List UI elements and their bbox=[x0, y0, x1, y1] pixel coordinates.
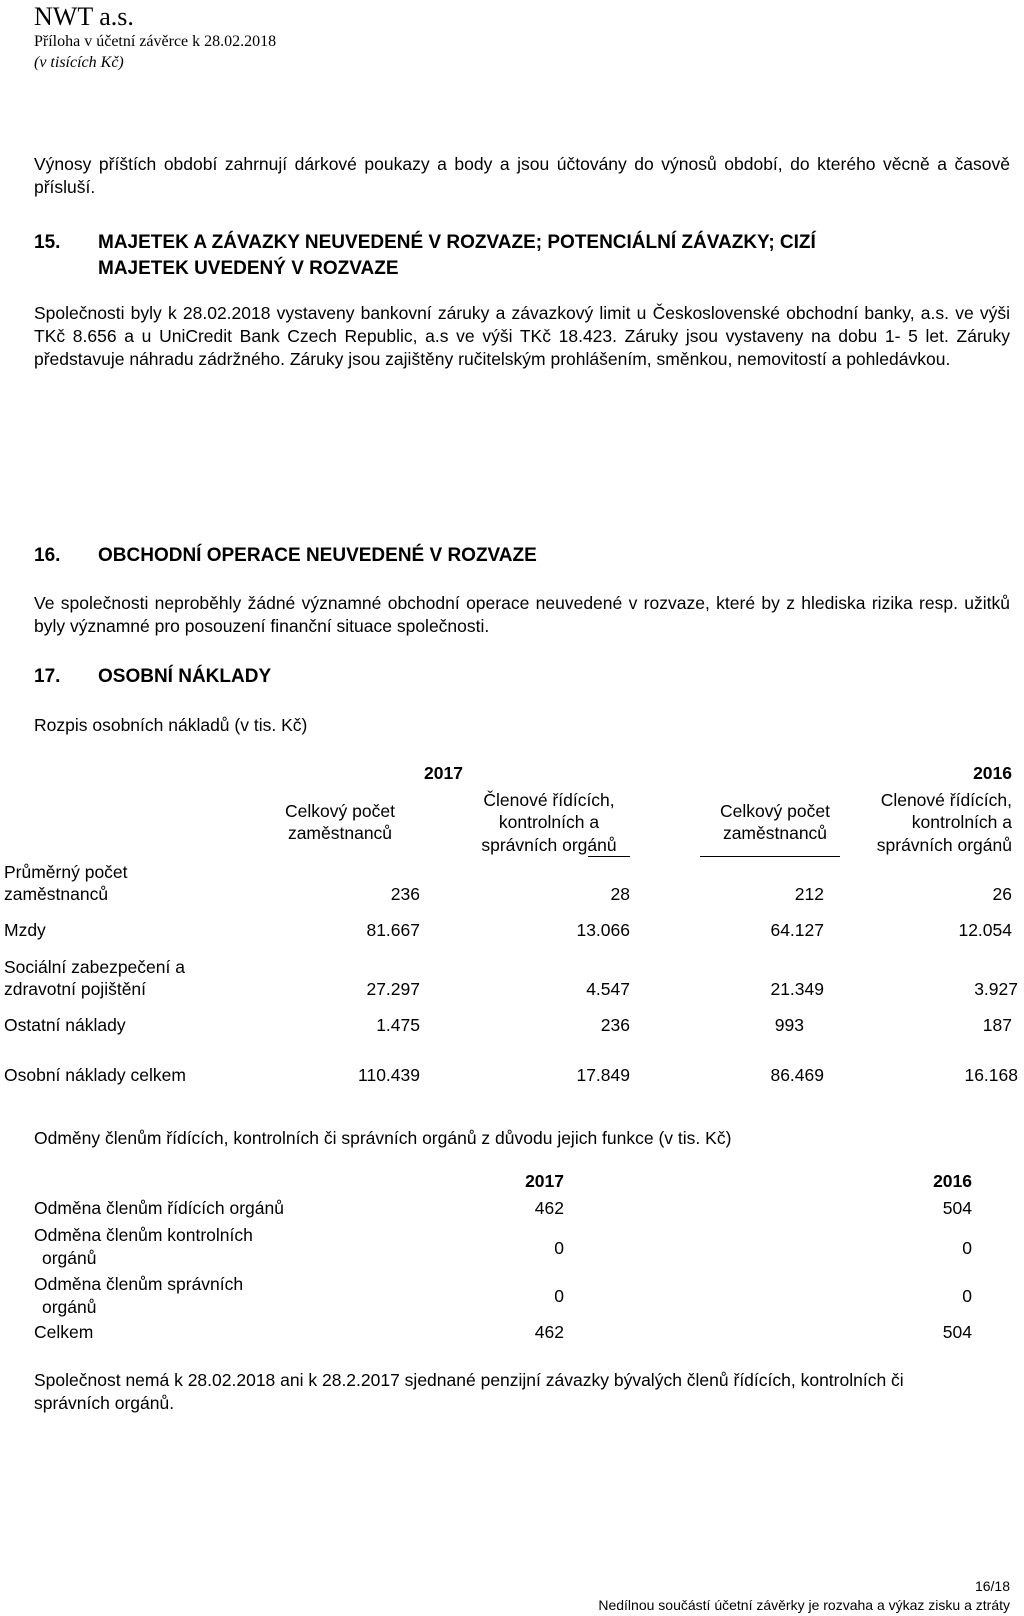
section-15-title-line1: MAJETEK A ZÁVAZKY NEUVEDENÉ V ROZVAZE; POTENCIÁLNÍ ZÁVAZKY; CIZÍ bbox=[98, 232, 816, 253]
section-15-text: Společnosti byly k 28.02.2018 vystaveny bankovní záruky a závazkový limit u Československé obchodní banky, a.s. ve výši TKč 8.656 a u UniCredit Bank Czech Republic, a.s ve výši TKč 18.423. Záruky jsou vystaveny na dobu 1- 5 let. Záruky představuje náhradu zádržného. Záruky jsou zajištěny ručitelským prohlášením, směnkou, nemovitostí a pohledávkou. bbox=[34, 303, 1010, 369]
rewards-year-2017: 2017 bbox=[525, 1171, 564, 1191]
cell-value: 504 bbox=[942, 1322, 972, 1342]
company-name: NWT a.s. bbox=[34, 2, 134, 31]
year-2016-header: 2016 bbox=[973, 763, 1012, 783]
cell-value: 0 bbox=[554, 1238, 564, 1258]
cell-value: 3.927 bbox=[974, 979, 1018, 999]
intro-paragraph: Výnosy příštích období zahrnují dárkové poukazy a body a jsou účtovány do výnosů období, do kterého věcně a časově přísluší. bbox=[34, 154, 1010, 197]
row-label: Odměna členům správních bbox=[34, 1274, 244, 1294]
cell-value: 26 bbox=[992, 884, 1012, 904]
col-header: Celkový počet bbox=[285, 801, 395, 821]
row-label: Celkem bbox=[34, 1322, 94, 1342]
cell-value: 212 bbox=[794, 884, 824, 904]
cell-value: 12.054 bbox=[958, 920, 1012, 940]
header-rule bbox=[588, 856, 630, 857]
col-header: správních orgánů bbox=[876, 835, 1012, 855]
col-header: zaměstnanců bbox=[722, 823, 828, 843]
col-header: Členové řídících, bbox=[483, 790, 615, 810]
document-subtitle: Příloha v účetní závěrce k 28.02.2018 bbox=[34, 33, 277, 50]
cell-value: 504 bbox=[942, 1198, 972, 1218]
col-header: Clenové řídících, bbox=[880, 790, 1012, 810]
cell-value: 0 bbox=[962, 1238, 972, 1258]
section-15-heading bbox=[34, 230, 1014, 284]
cell-value: 236 bbox=[600, 1015, 630, 1035]
col-header: správních orgánů bbox=[481, 835, 617, 855]
footer-note: Nedílnou součástí účetní závěrky je rozvaha a výkaz zisku a ztráty bbox=[598, 1597, 1010, 1613]
cell-value: 110.439 bbox=[358, 1065, 420, 1085]
cell-value: 64.127 bbox=[770, 920, 824, 940]
section-17-number: 17. bbox=[34, 666, 61, 687]
section-16-title: OBCHODNÍ OPERACE NEUVEDENÉ V ROZVAZE bbox=[98, 545, 537, 566]
cell-value: 462 bbox=[534, 1322, 564, 1342]
page-number: 16/18 bbox=[974, 1578, 1010, 1594]
cell-value: 27.297 bbox=[366, 979, 420, 999]
col-header: zaměstnanců bbox=[287, 823, 393, 843]
row-label: zdravotní pojištění bbox=[4, 979, 147, 999]
rewards-caption: Odměny členům řídících, kontrolních či správních orgánů z důvodu jejich funkce (v tis. Kč) bbox=[34, 1128, 732, 1148]
row-label: Mzdy bbox=[4, 920, 46, 940]
cell-value: 4.547 bbox=[586, 979, 630, 999]
section-17-heading bbox=[34, 664, 1014, 690]
row-label: Ostatní náklady bbox=[4, 1015, 126, 1035]
section-16-number: 16. bbox=[34, 545, 61, 566]
section-17-title: OSOBNÍ NÁKLADY bbox=[98, 666, 272, 687]
rewards-year-2016: 2016 bbox=[933, 1171, 972, 1191]
units-note: (v tisících Kč) bbox=[34, 54, 124, 71]
cell-value: 17.849 bbox=[576, 1065, 630, 1085]
cell-value: 16.168 bbox=[964, 1065, 1018, 1085]
cell-value: 1.475 bbox=[376, 1015, 420, 1035]
cell-value: 81.667 bbox=[366, 920, 420, 940]
personnel-table-caption: Rozpis osobních nákladů (v tis. Kč) bbox=[34, 715, 308, 735]
row-label: orgánů bbox=[42, 1248, 97, 1268]
cell-value: 187 bbox=[982, 1015, 1012, 1035]
row-label: Sociální zabezpečení a bbox=[4, 957, 185, 977]
cell-value: 993 bbox=[774, 1015, 804, 1035]
cell-value: 0 bbox=[554, 1286, 564, 1306]
cell-value: 86.469 bbox=[770, 1065, 824, 1085]
row-label: Odměna členům řídících orgánů bbox=[34, 1198, 284, 1218]
row-label: Osobní náklady celkem bbox=[4, 1065, 186, 1085]
row-label: zaměstnanců bbox=[4, 884, 109, 904]
section-15-number: 15. bbox=[34, 232, 61, 253]
closing-paragraph: Společnost nemá k 28.02.2018 ani k 28.2.2017 sjednané penzijní závazky bývalých členů řídících, kontrolních či správních orgánů. bbox=[34, 1370, 904, 1413]
cell-value: 13.066 bbox=[576, 920, 630, 940]
year-2017-header: 2017 bbox=[424, 763, 463, 783]
row-label: Odměna členům kontrolních bbox=[34, 1225, 253, 1245]
cell-value: 0 bbox=[962, 1286, 972, 1306]
header-rule bbox=[700, 856, 840, 857]
cell-value: 462 bbox=[534, 1198, 564, 1218]
cell-value: 28 bbox=[610, 884, 630, 904]
row-label: Průměrný počet bbox=[4, 862, 128, 882]
row-label: orgánů bbox=[42, 1297, 97, 1317]
section-16-text: Ve společnosti neproběhly žádné významné obchodní operace neuvedené v rozvaze, které by z hlediska rizika resp. užitků byly významné pro posouzení finanční situace společnosti. bbox=[34, 593, 1010, 636]
section-16-heading bbox=[34, 543, 1014, 569]
cell-value: 21.349 bbox=[770, 979, 824, 999]
cell-value: 236 bbox=[390, 884, 420, 904]
col-header: Celkový počet bbox=[720, 801, 830, 821]
section-15-title-line2: MAJETEK UVEDENÝ V ROZVAZE bbox=[98, 258, 399, 279]
col-header: kontrolních a bbox=[498, 812, 600, 832]
col-header: kontrolních a bbox=[911, 812, 1012, 832]
